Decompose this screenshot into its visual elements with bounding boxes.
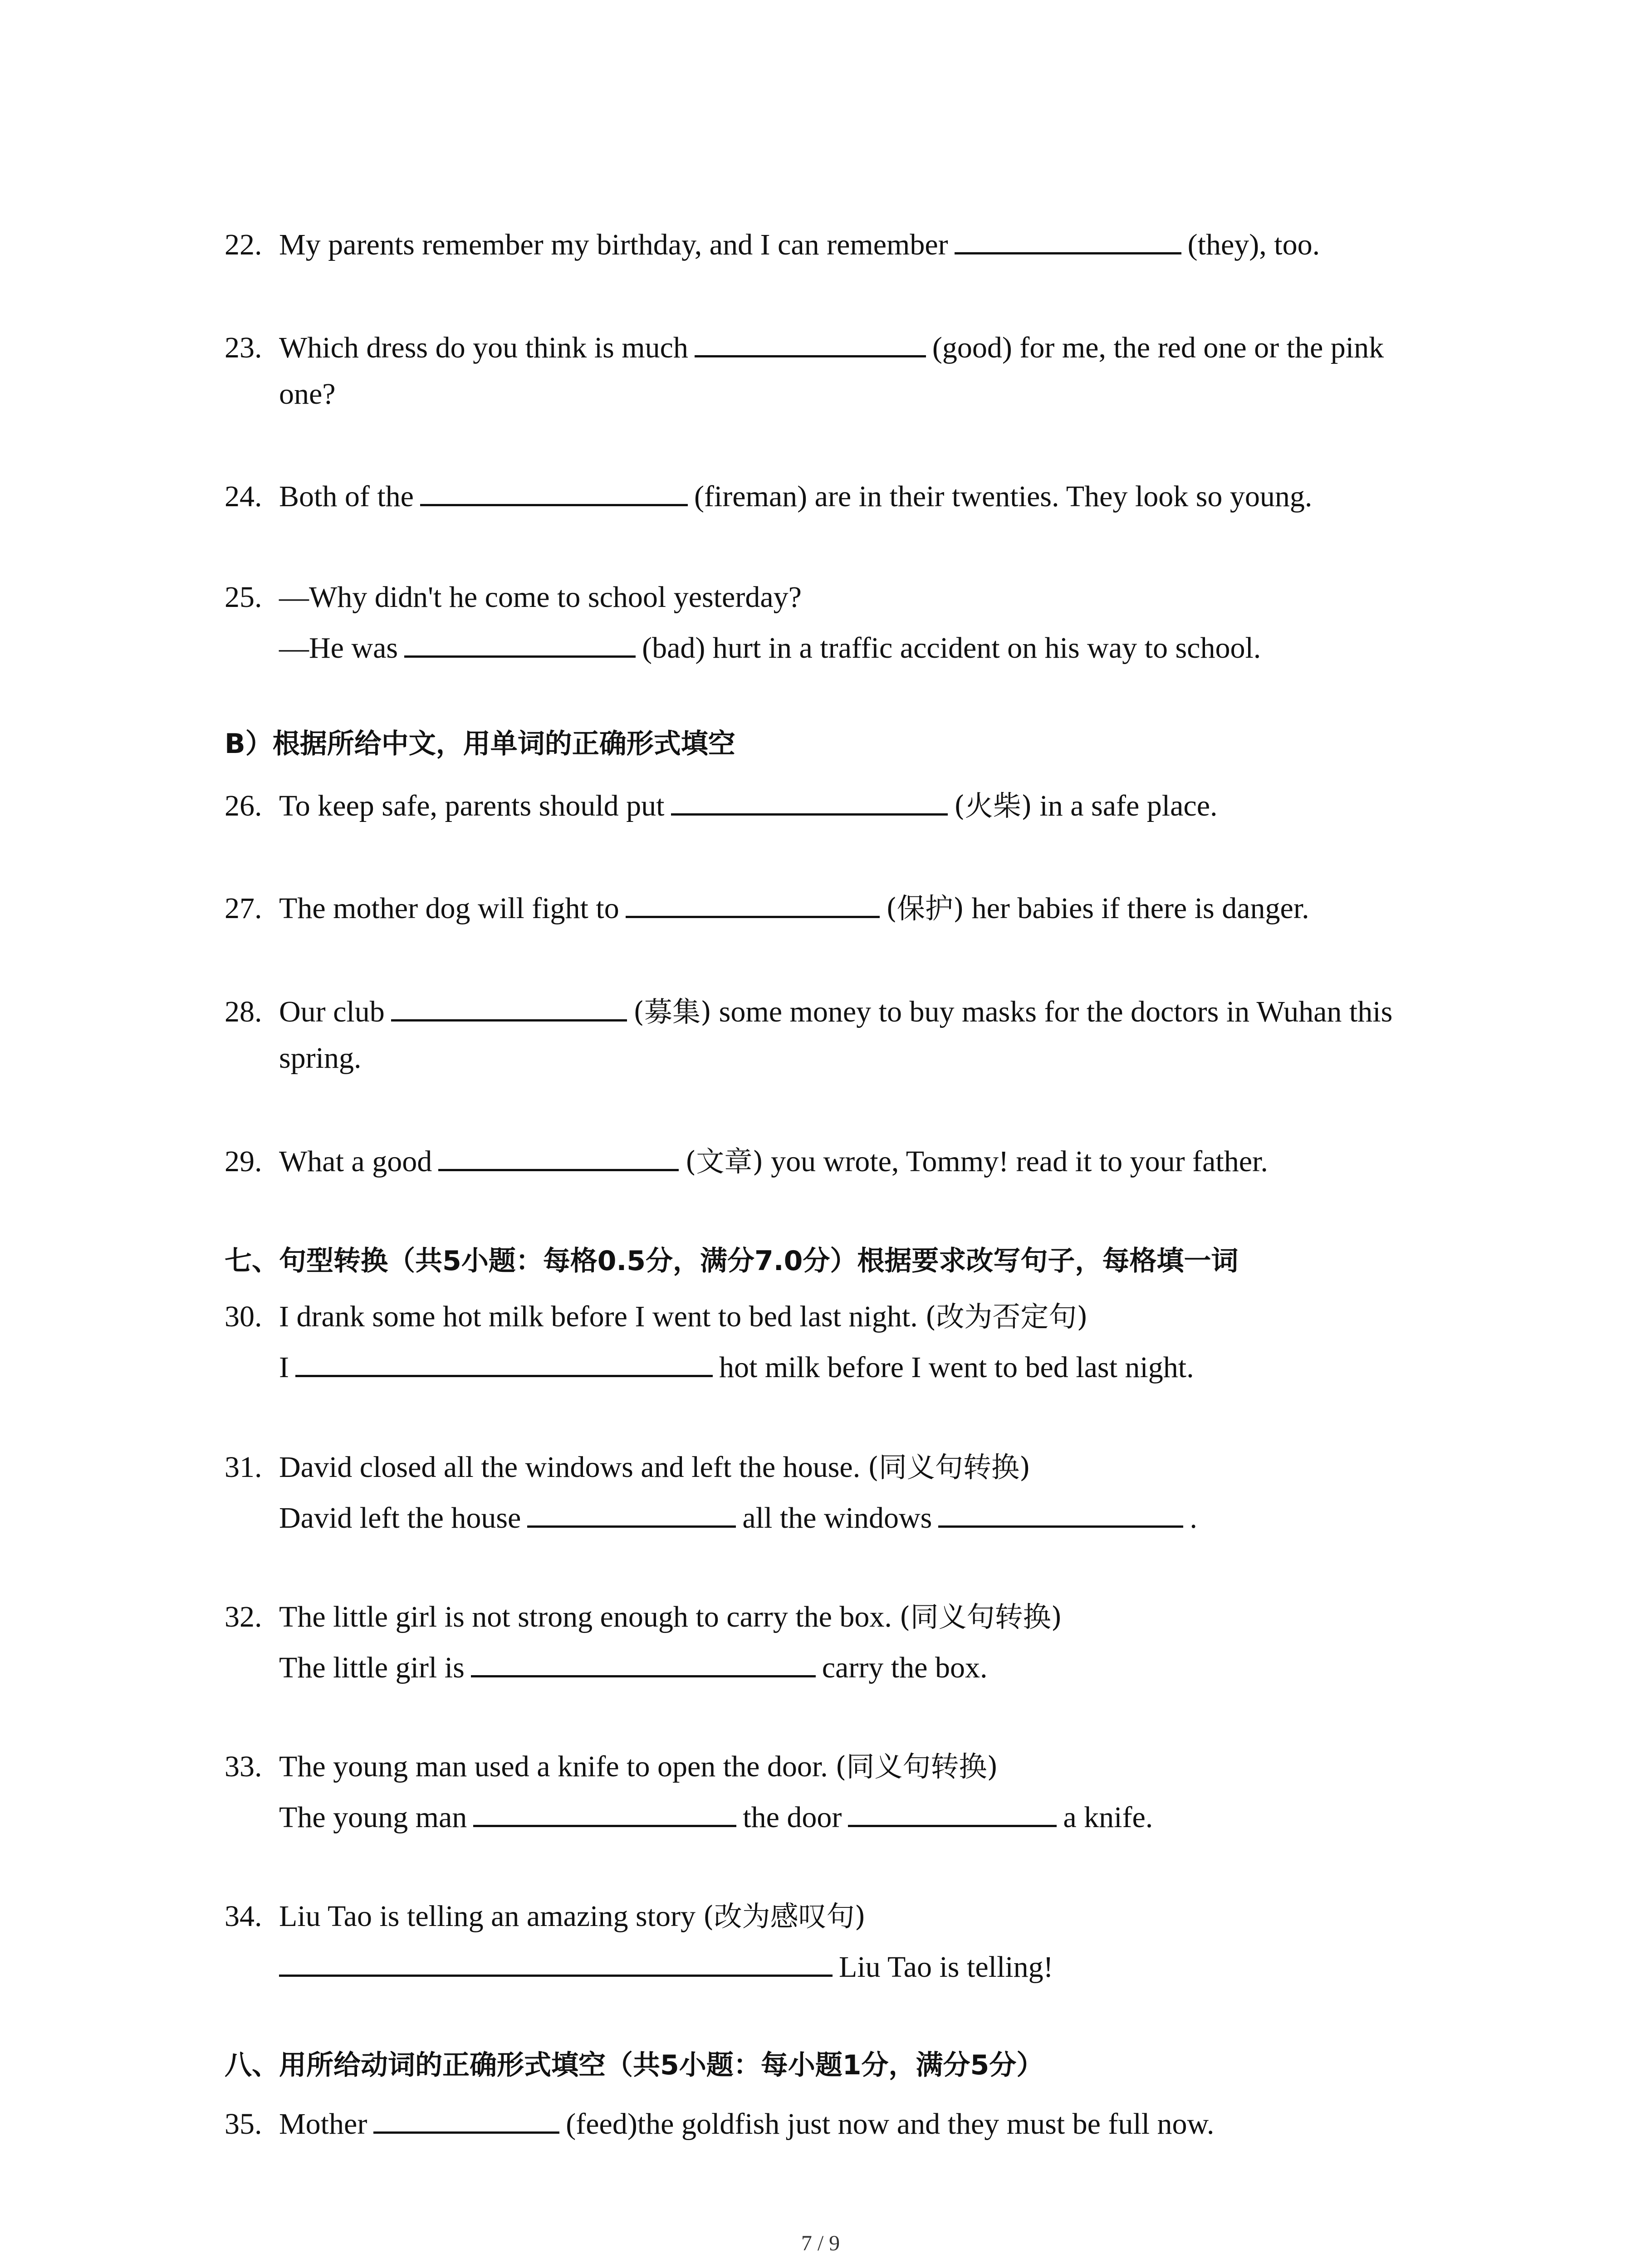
question-28	[225, 987, 1440, 1075]
question-22	[225, 220, 1440, 270]
question-text: all the windows	[742, 1501, 932, 1535]
page-number: 7 / 9	[801, 2231, 840, 2255]
answer-blank[interactable]	[473, 1798, 736, 1827]
question-number: 22.	[225, 228, 262, 261]
question-33	[225, 1742, 1440, 1834]
question-text: My parents remember my birthday, and I can remember	[279, 228, 948, 261]
question-number: 33.	[225, 1750, 262, 1783]
question-line-2	[279, 1343, 1194, 1393]
question-text: David left the house	[279, 1501, 521, 1535]
question-number: 27.	[225, 892, 262, 925]
answer-blank[interactable]	[420, 477, 688, 506]
instruction-hint: (同义句转换)	[899, 1600, 1062, 1633]
question-text: .	[1190, 1501, 1197, 1535]
answer-blank[interactable]	[955, 225, 1181, 254]
question-number: 29.	[225, 1145, 262, 1178]
question-text-continued: one?	[279, 377, 336, 411]
question-text: Our club	[279, 995, 385, 1028]
instruction-hint: (同义句转换)	[867, 1451, 1031, 1484]
question-26	[225, 781, 1440, 831]
question-number: 23.	[225, 331, 262, 364]
question-text: The young man	[279, 1801, 467, 1834]
question-29	[225, 1137, 1440, 1187]
question-text: some money to buy masks for the doctors in Wuhan this	[719, 995, 1393, 1028]
question-34	[225, 1892, 1440, 1984]
question-number: 24.	[225, 480, 262, 513]
question-number: 26.	[225, 789, 262, 822]
question-32	[225, 1592, 1440, 1684]
question-text: Liu Tao is telling an amazing story	[279, 1900, 696, 1933]
question-number: 30.	[225, 1300, 262, 1333]
question-number: 32.	[225, 1600, 262, 1633]
question-text: The little girl is not strong enough to carry the box.	[279, 1600, 892, 1633]
question-text: The young man used a knife to open the door.	[279, 1750, 828, 1783]
question-25	[225, 572, 1440, 665]
question-text: (fireman) are in their twenties. They look so young.	[694, 480, 1313, 513]
question-line-2	[279, 1493, 1197, 1543]
answer-blank[interactable]	[471, 1648, 816, 1677]
question-text: a knife.	[1063, 1801, 1153, 1834]
instruction-hint: (同义句转换)	[835, 1750, 998, 1783]
question-text: (bad) hurt in a traffic accident on his way to school.	[642, 631, 1261, 665]
question-31	[225, 1442, 1440, 1535]
answer-blank[interactable]	[295, 1348, 713, 1377]
question-24	[225, 472, 1440, 522]
question-number: 25.	[225, 581, 262, 614]
question-text: you wrote, Tommy! read it to your father.	[771, 1145, 1268, 1178]
question-27	[225, 884, 1440, 934]
answer-blank[interactable]	[279, 1947, 833, 1977]
section-b-heading: B）根据所给中文，用单词的正确形式填空	[225, 728, 735, 760]
question-text: (they), too.	[1187, 228, 1320, 261]
answer-blank[interactable]	[626, 889, 880, 918]
question-30	[225, 1292, 1440, 1384]
answer-blank[interactable]	[527, 1498, 736, 1528]
question-text: I	[279, 1351, 289, 1384]
answer-blank[interactable]	[695, 328, 926, 357]
chinese-hint: (文章)	[685, 1145, 764, 1178]
answer-blank[interactable]	[391, 992, 627, 1022]
question-text: What a good	[279, 1145, 432, 1178]
question-text: the door	[743, 1801, 842, 1834]
chinese-hint: (保护)	[886, 892, 965, 925]
answer-blank[interactable]	[404, 628, 636, 658]
question-text: (good) for me, the red one or the pink	[932, 331, 1384, 364]
question-text: (feed)the goldfish just now and they must be full now.	[566, 2107, 1215, 2141]
question-line-2	[279, 1942, 1053, 1992]
answer-blank[interactable]	[848, 1798, 1057, 1827]
question-23	[225, 323, 1440, 411]
question-text: Both of the	[279, 480, 414, 513]
question-text: in a safe place.	[1039, 789, 1218, 822]
question-text: Liu Tao is telling!	[839, 1950, 1053, 1984]
chinese-hint: (募集)	[633, 995, 712, 1028]
chinese-hint: (火柴)	[954, 789, 1032, 822]
answer-blank[interactable]	[373, 2104, 559, 2134]
question-text: her babies if there is danger.	[971, 892, 1309, 925]
question-text: —Why didn't he come to school yesterday?	[279, 581, 802, 614]
question-text: I drank some hot milk before I went to bed last night.	[279, 1300, 918, 1333]
section-8-heading: 八、用所给动词的正确形式填空（共5小题：每小题1分，满分5分）	[225, 2049, 1044, 2081]
question-number: 34.	[225, 1900, 262, 1933]
instruction-hint: (改为否定句)	[925, 1300, 1088, 1333]
question-number: 28.	[225, 995, 262, 1028]
question-text: To keep safe, parents should put	[279, 789, 665, 822]
question-35	[225, 2099, 1440, 2149]
answer-blank[interactable]	[938, 1498, 1183, 1528]
section-7-heading: 七、句型转换（共5小题：每格0.5分，满分7.0分）根据要求改写句子，每格填一词	[225, 1245, 1239, 1277]
question-line-2	[279, 623, 1261, 673]
question-line-2	[279, 1793, 1153, 1843]
question-text: The little girl is	[279, 1651, 465, 1684]
question-text-continued: spring.	[279, 1041, 362, 1075]
question-text: carry the box.	[822, 1651, 988, 1684]
instruction-hint: (改为感叹句)	[703, 1900, 866, 1933]
answer-blank[interactable]	[438, 1142, 679, 1171]
question-line-2	[279, 1643, 987, 1693]
question-text: The mother dog will fight to	[279, 892, 619, 925]
question-text: —He was	[279, 631, 398, 665]
question-text: hot milk before I went to bed last night.	[719, 1351, 1194, 1384]
question-number: 35.	[225, 2107, 262, 2141]
question-number: 31.	[225, 1451, 262, 1484]
question-text: Mother	[279, 2107, 367, 2141]
question-text: Which dress do you think is much	[279, 331, 688, 364]
question-text: David closed all the windows and left the house.	[279, 1451, 861, 1484]
answer-blank[interactable]	[671, 786, 948, 816]
